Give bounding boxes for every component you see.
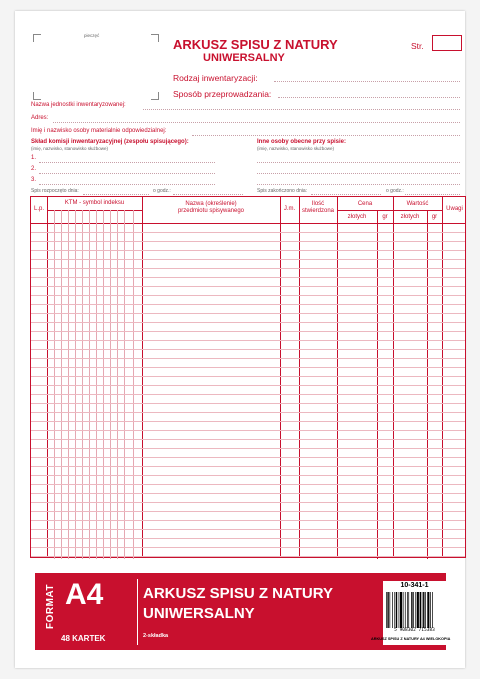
table-row[interactable] [31,349,465,350]
col-header-wartosc: Wartość [406,201,429,207]
table-row[interactable] [31,394,465,395]
table-row[interactable] [31,259,465,260]
end-time-field[interactable] [405,194,460,195]
table-row[interactable] [31,556,465,557]
others-title: Inne osoby obecne przy spisie: [257,139,347,145]
unit-name-label: Nazwa jednostki inwentaryzowanej: [31,102,126,108]
table-row[interactable] [31,502,465,503]
col-divider [142,197,143,557]
table-row[interactable] [31,484,465,485]
table-row[interactable] [31,421,465,422]
table-row[interactable] [31,439,465,440]
responsible-person-label: Imię i nazwisko osoby materialnie odpowiedzialnej: [31,128,167,134]
others-row-2-field[interactable] [257,173,460,174]
product-code: 10-341-1 [400,582,429,589]
form-title: ARKUSZ SPISU Z NATURY [173,37,338,52]
format-size: A4 [65,578,104,611]
commission-hint: (imię, nazwisko, stanowisko służbowe) [31,146,109,151]
others-row-3-field[interactable] [257,184,460,185]
table-row[interactable] [31,322,465,323]
responsible-person-field[interactable] [192,135,460,136]
table-row[interactable] [31,385,465,386]
inventory-type-field[interactable] [274,81,460,82]
commission-row-2-label: 2. [31,166,37,172]
table-row[interactable] [31,547,465,548]
col-divider [442,197,443,557]
col-divider [299,197,300,557]
table-row[interactable] [31,412,465,413]
table-row[interactable] [31,376,465,377]
address-label: Adres: [31,115,49,121]
form-sheet [15,11,465,668]
table-row[interactable] [31,466,465,467]
table-row[interactable] [31,331,465,332]
col-header-cena-gr: gr [382,214,388,220]
start-time-label: o godz.: [153,188,171,194]
end-date-field[interactable] [311,194,381,195]
col-divider [280,197,281,557]
page-number-label: Str. [411,41,424,51]
table-row[interactable] [31,277,465,278]
others-row-1-field[interactable] [257,162,460,163]
col-header-ktm: KTM - symbol indeksu [64,200,125,206]
col-divider [47,197,48,557]
table-row[interactable] [31,250,465,251]
table-row[interactable] [31,493,465,494]
stamp-corner-bl [33,92,41,100]
commission-row-1-field[interactable] [39,162,215,163]
col-header-uwagi: Uwagi [446,206,463,212]
commission-row-1-label: 1. [31,155,37,161]
sheet-count: 48 KARTEK [61,634,106,643]
stamp-corner-br [151,92,159,100]
start-time-field[interactable] [173,194,243,195]
col-header-ilosc: Ilość stwierdzona [301,201,334,214]
table-row[interactable] [31,529,465,530]
col-header-cena: Cena [357,201,373,207]
banner-title: ARKUSZ SPISU Z NATURY [143,585,334,602]
copy-type: 2-składka [143,633,169,639]
stamp-corner-tl [33,34,41,42]
col-header-wartosc-zl: złotych [400,214,420,220]
table-row[interactable] [31,232,465,233]
table-row[interactable] [31,241,465,242]
inventory-type-label: Rodzaj inwentaryzacji: [173,73,258,83]
table-row[interactable] [31,313,465,314]
banner-divider [137,579,138,645]
barcode-digits: 5 908302 715383 [394,628,435,633]
banner-subtitle: UNIWERSALNY [143,605,255,622]
table-row[interactable] [31,511,465,512]
table-row[interactable] [31,295,465,296]
table-row[interactable] [31,358,465,359]
table-row[interactable] [31,340,465,341]
stamp-corner-tr [151,34,159,42]
col-header-nazwa: Nazwa (określenie) przedmiotu spisywanego [177,201,245,214]
table-row[interactable] [31,520,465,521]
table-row[interactable] [31,448,465,449]
col-header-lp: L.p. [33,206,44,212]
barcode-label [371,581,451,645]
table-row[interactable] [31,304,465,305]
barcode-icon [386,592,444,628]
stamp-label: pieczęć [84,33,100,38]
table-row[interactable] [31,286,465,287]
table-row[interactable] [31,538,465,539]
col-header-wartosc-gr: gr [431,214,438,220]
product-banner [35,573,451,650]
commission-row-3-field[interactable] [39,184,215,185]
table-row[interactable] [31,457,465,458]
inventory-table [30,196,466,558]
others-hint: (imię, nazwisko, stanowisko służbowe) [257,146,335,151]
format-vertical-label: FORMAT [45,583,57,630]
table-row[interactable] [31,430,465,431]
method-label: Sposób przeprowadzania: [173,89,272,99]
end-date-label: Spis zakończono dnia: [257,188,308,194]
table-row[interactable] [31,268,465,269]
col-divider [393,197,394,557]
commission-title: Skład komisji inwentaryzacyjnej (zespołu spisującego): [31,139,189,145]
commission-row-2-field[interactable] [39,173,215,174]
end-time-label: o godz.: [386,188,404,194]
table-row[interactable] [31,475,465,476]
unit-name-field[interactable] [143,109,460,110]
col-header-jm: J.m. [283,206,296,212]
table-row[interactable] [31,403,465,404]
table-row[interactable] [31,367,465,368]
col-header-cena-zl: złotych [347,214,367,220]
col-divider [337,197,338,557]
page-number-field[interactable] [432,35,462,51]
product-name: ARKUSZ SPISU Z NATURY A4 WIELOKOPIA [371,637,451,641]
form-subtitle: UNIWERSALNY [203,52,285,64]
start-date-label: Spis rozpoczęto dnia: [31,188,79,194]
start-date-field[interactable] [83,194,149,195]
address-field[interactable] [53,122,460,123]
method-field[interactable] [278,97,460,98]
commission-row-3-label: 3. [31,177,37,183]
